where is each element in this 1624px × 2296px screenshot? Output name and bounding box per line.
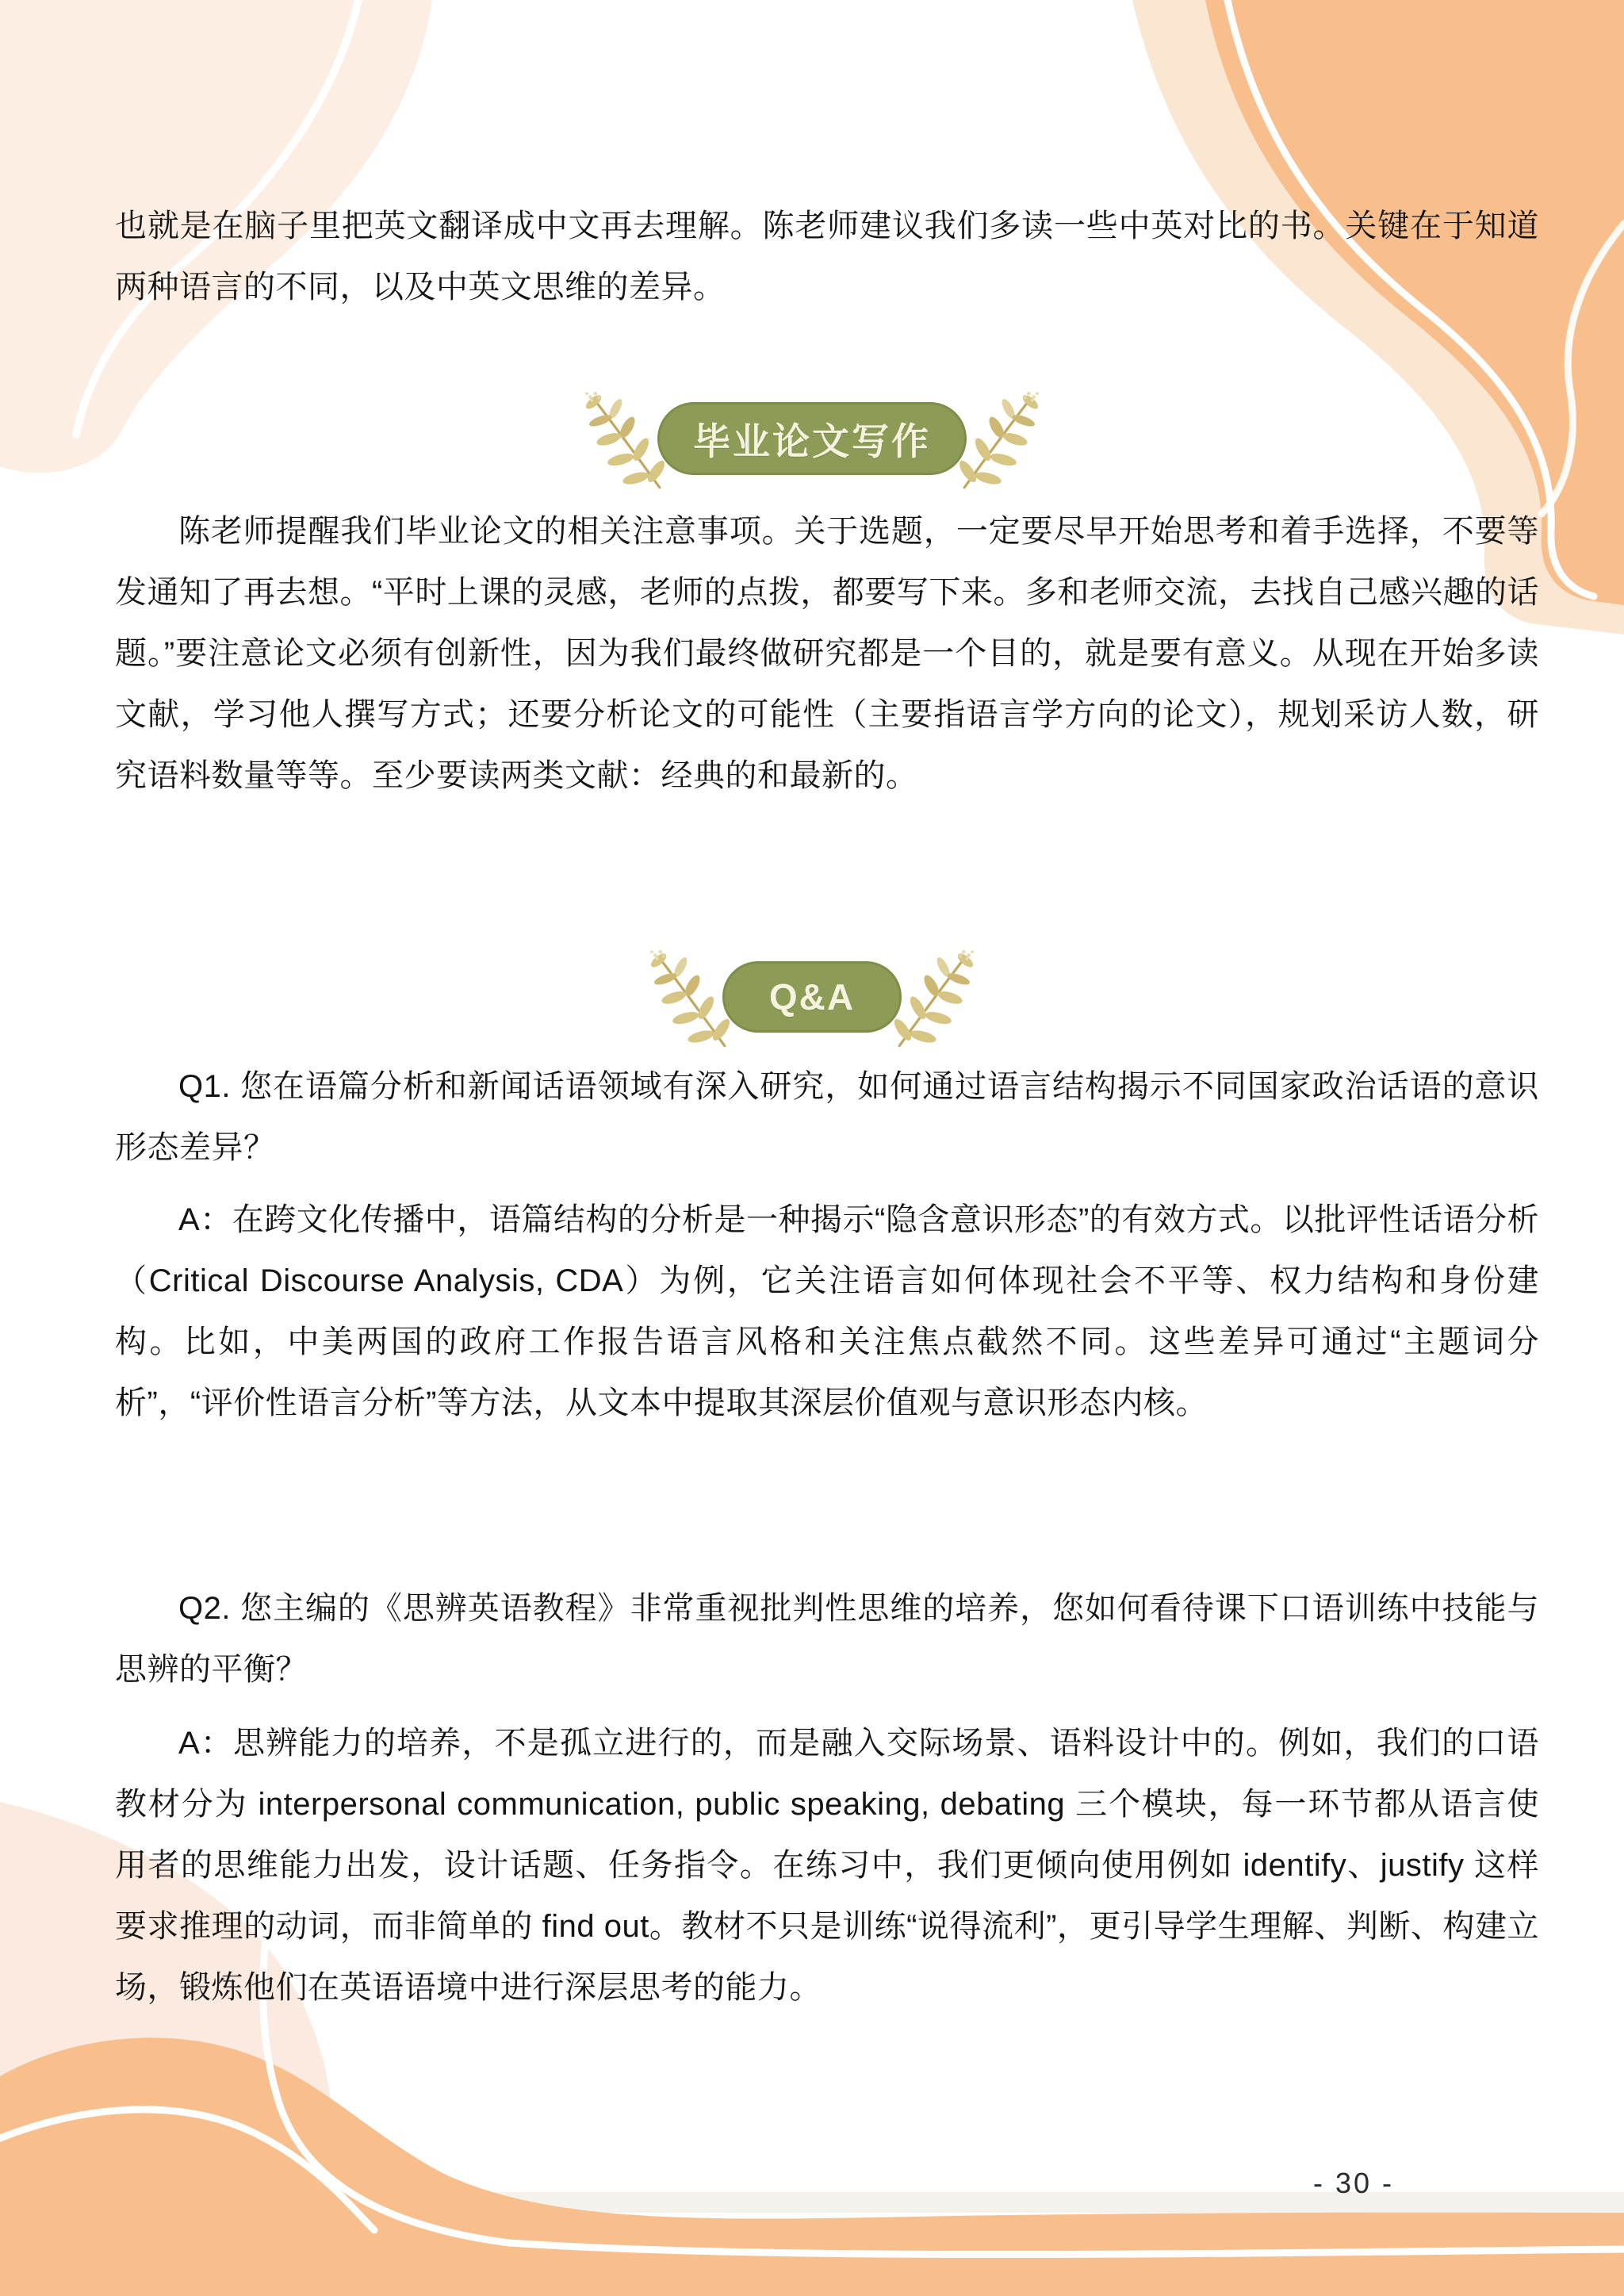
intro-paragraph: 也就是在脑子里把英文翻译成中文再去理解。陈老师建议我们多读一些中英对比的书。关键在于知道两种语言的不同，以及中英文思维的差异。 [115,209,1539,305]
page-number: - 30 - [1313,2167,1395,2199]
section-banner-thesis [0,385,1624,492]
qa-banner-label: Q&A [768,976,856,1018]
answer-1-paragraph: A：在跨文化传播中，语篇结构的分析是一种揭示“隐含意识形态”的有效方式。以批评性话语分析（Critical Discourse Analysis, CDA）为例，它关注语言如何体现社会不平等、权力结构和身份建构。比如，中美两国的政府工作报告语言风格和关注焦点截然不同。这些差异可通过“主题词分析”，“评价性语言分析”等方法，从文本中提取其深层价值观与意识形态内核。 [115,1202,1539,1420]
thesis-paragraph: 陈老师提醒我们毕业论文的相关注意事项。关于选题，一定要尽早开始思考和着手选择，不要等发通知了再去想。“平时上课的灵感，老师的点拨，都要写下来。多和老师交流，去找自己感兴趣的话题。”要注意论文必须有创新性，因为我们最终做研究都是一个目的，就是要有意义。从现在开始多读文献，学习他人撰写方式；还要分析论文的可能性（主要指语言学方向的论文），规划采访人数，研究语料数量等等。至少要读两类文献：经典的和最新的。 [115,514,1539,793]
thesis-banner-pill [657,402,967,475]
answer-2-paragraph: A：思辨能力的培养，不是孤立进行的，而是融入交际场景、语料设计中的。例如，我们的口语教材分为 interpersonal communication, public speaking, debating 三个模块，每一环节都从语言使用者的思维能力出发，设计话题、任务指令。在练习中，我们更倾向使用例如 identify、justify 这样要求推理的动词，而非简单的 find out。教材不只是训练“说得流利”，更引导学生理解、判断、构建立场，锻炼他们在英语语境中进行深层思考的能力。 [115,1726,1539,2005]
section-banner-qa [0,944,1624,1050]
thesis-banner-label: 毕业论文写作 [693,420,931,462]
qa-banner-pill [722,961,902,1033]
question-2-paragraph: Q2. 您主编的《思辨英语教程》非常重视批判性思维的培养，您如何看待课下口语训练中技能与思辨的平衡？ [115,1591,1539,1687]
question-1-paragraph: Q1. 您在语篇分析和新闻话语领域有深入研究，如何通过语言结构揭示不同国家政治话语的意识形态差异？ [115,1069,1539,1165]
